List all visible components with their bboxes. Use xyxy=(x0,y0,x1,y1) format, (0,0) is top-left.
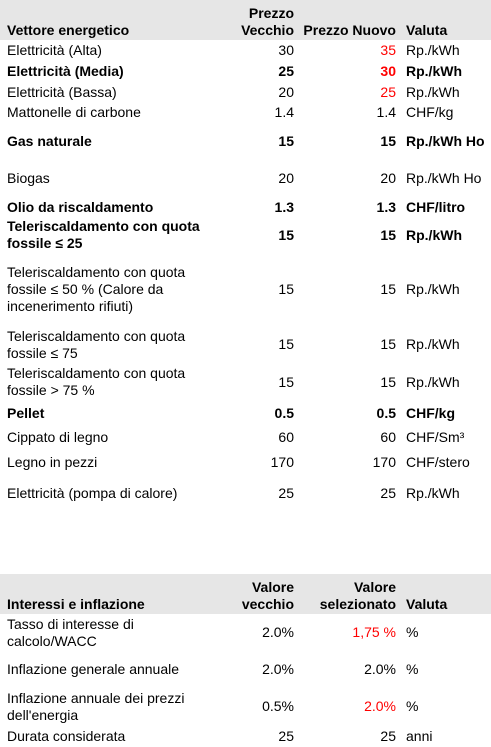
header-new-price: Prezzo Nuovo xyxy=(303,22,396,38)
unit: CHF/kg xyxy=(406,404,455,421)
old-price: 1.4 xyxy=(274,104,294,120)
header-label: Interessi e inflazione xyxy=(7,596,145,612)
table-row xyxy=(0,40,491,61)
carrier-name: Elettricità (Media) xyxy=(7,63,124,79)
header-old-price: Prezzo Vecchio xyxy=(241,5,294,38)
old-price: 15 xyxy=(278,336,294,352)
parameter-name: Inflazione generale annuale xyxy=(7,661,180,677)
table-row xyxy=(0,688,491,725)
table-row xyxy=(0,102,491,123)
unit: CHF/kg xyxy=(406,104,454,120)
old-value: 0.5% xyxy=(262,698,294,714)
unit: % xyxy=(406,661,419,677)
carrier-name: Legno in pezzi xyxy=(7,454,98,470)
old-price: 15 xyxy=(278,226,294,243)
unit: Rp./kWh xyxy=(406,336,460,352)
old-price: 60 xyxy=(278,429,294,445)
old-price: 25 xyxy=(278,63,294,79)
table-row xyxy=(0,159,491,197)
new-price: 15 xyxy=(380,132,396,149)
old-price: 170 xyxy=(270,454,294,470)
old-price: 1.3 xyxy=(274,198,294,215)
unit: Rp./kWh Ho xyxy=(406,132,485,149)
unit: % xyxy=(406,698,419,714)
table-row xyxy=(0,363,491,401)
carrier-name: Gas naturale xyxy=(7,132,92,149)
table-row xyxy=(0,401,491,425)
unit: Rp./kWh xyxy=(406,63,462,79)
carrier-name: Elettricità (pompa di calore) xyxy=(7,485,178,501)
table-row xyxy=(0,253,491,326)
carrier-name: Teleriscaldamento con quota fossile ≤ 50 % (Calore da incenerimento rifiuti) xyxy=(7,264,186,314)
old-price: 25 xyxy=(278,485,294,501)
unit: anni xyxy=(406,727,433,744)
new-price: 1.4 xyxy=(376,104,396,120)
unit: Rp./kWh xyxy=(406,226,462,243)
unit: Rp./kWh Ho xyxy=(406,169,482,186)
new-price: 25 xyxy=(380,83,396,100)
old-price: 15 xyxy=(278,132,294,149)
table-row xyxy=(0,326,491,363)
carrier-name: Elettricità (Bassa) xyxy=(7,83,117,100)
old-price: 20 xyxy=(278,169,294,186)
carrier-name: Pellet xyxy=(7,404,45,421)
interest-table-header xyxy=(0,574,491,614)
parameter-name: Tasso di interesse di calcolo/WACC xyxy=(7,615,134,649)
carrier-name: Mattonelle di carbone xyxy=(7,104,141,120)
carrier-name: Elettricità (Alta) xyxy=(7,42,102,58)
unit: Rp./kWh xyxy=(406,83,460,100)
table-row xyxy=(0,725,491,747)
new-price: 15 xyxy=(380,373,396,390)
table-row xyxy=(0,61,491,82)
energy-table-header xyxy=(0,0,491,40)
selected-value: 2.0% xyxy=(364,698,396,714)
carrier-name: Teleriscaldamento con quota fossile ≤ 75 xyxy=(7,327,186,361)
table-row xyxy=(0,614,491,651)
new-price: 60 xyxy=(380,429,396,445)
table-row xyxy=(0,651,491,688)
old-price: 30 xyxy=(278,42,294,58)
carrier-name: Teleriscaldamento con quota fossile ≤ 25 xyxy=(7,218,200,251)
carrier-name: Teleriscaldamento con quota fossile > 75 % xyxy=(7,365,186,398)
carrier-name: Cippato di legno xyxy=(7,429,109,445)
new-price: 0.5 xyxy=(376,404,396,421)
selected-value: 25 xyxy=(380,727,396,744)
new-price: 15 xyxy=(380,336,396,352)
old-value: 2.0% xyxy=(262,661,294,677)
header-selected-value: Valore selezionato xyxy=(319,579,396,612)
old-price: 20 xyxy=(278,83,294,100)
new-price: 25 xyxy=(380,485,396,501)
new-price: 35 xyxy=(380,42,396,58)
table-row xyxy=(0,425,491,450)
header-currency: Valuta xyxy=(406,22,448,38)
new-price: 1.3 xyxy=(376,198,396,215)
table-row xyxy=(0,123,491,159)
carrier-name: Biogas xyxy=(7,169,50,186)
parameter-name: Durata considerata xyxy=(7,727,126,744)
new-price: 30 xyxy=(380,63,396,79)
new-price: 170 xyxy=(372,454,396,470)
unit: CHF/stero xyxy=(406,454,470,470)
table-row xyxy=(0,217,491,253)
header-currency: Valuta xyxy=(406,596,448,612)
table-row xyxy=(0,475,491,512)
header-carrier: Vettore energetico xyxy=(7,22,130,38)
unit: Rp./kWh xyxy=(406,373,460,390)
new-price: 15 xyxy=(380,281,396,297)
old-price: 15 xyxy=(278,281,294,297)
old-value: 2.0% xyxy=(262,624,294,640)
old-price: 0.5 xyxy=(274,404,294,421)
old-value: 25 xyxy=(278,727,294,744)
unit: Rp./kWh xyxy=(406,42,460,58)
header-old-value: Valore vecchio xyxy=(241,579,294,612)
unit: Rp./kWh xyxy=(406,485,460,501)
carrier-name: Olio da riscaldamento xyxy=(7,198,154,215)
selected-value: 2.0% xyxy=(364,661,396,677)
unit: CHF/litro xyxy=(406,198,466,215)
selected-value: 1,75 % xyxy=(352,624,396,640)
new-price: 15 xyxy=(380,226,396,243)
old-price: 15 xyxy=(278,373,294,390)
table-row xyxy=(0,450,491,475)
unit: CHF/Sm³ xyxy=(406,429,465,445)
table-row xyxy=(0,82,491,102)
parameter-name: Inflazione annuale dei prezzi dell'energia xyxy=(7,689,185,723)
unit: Rp./kWh xyxy=(406,281,460,297)
new-price: 20 xyxy=(380,169,396,186)
unit: % xyxy=(406,624,419,640)
table-row xyxy=(0,197,491,217)
